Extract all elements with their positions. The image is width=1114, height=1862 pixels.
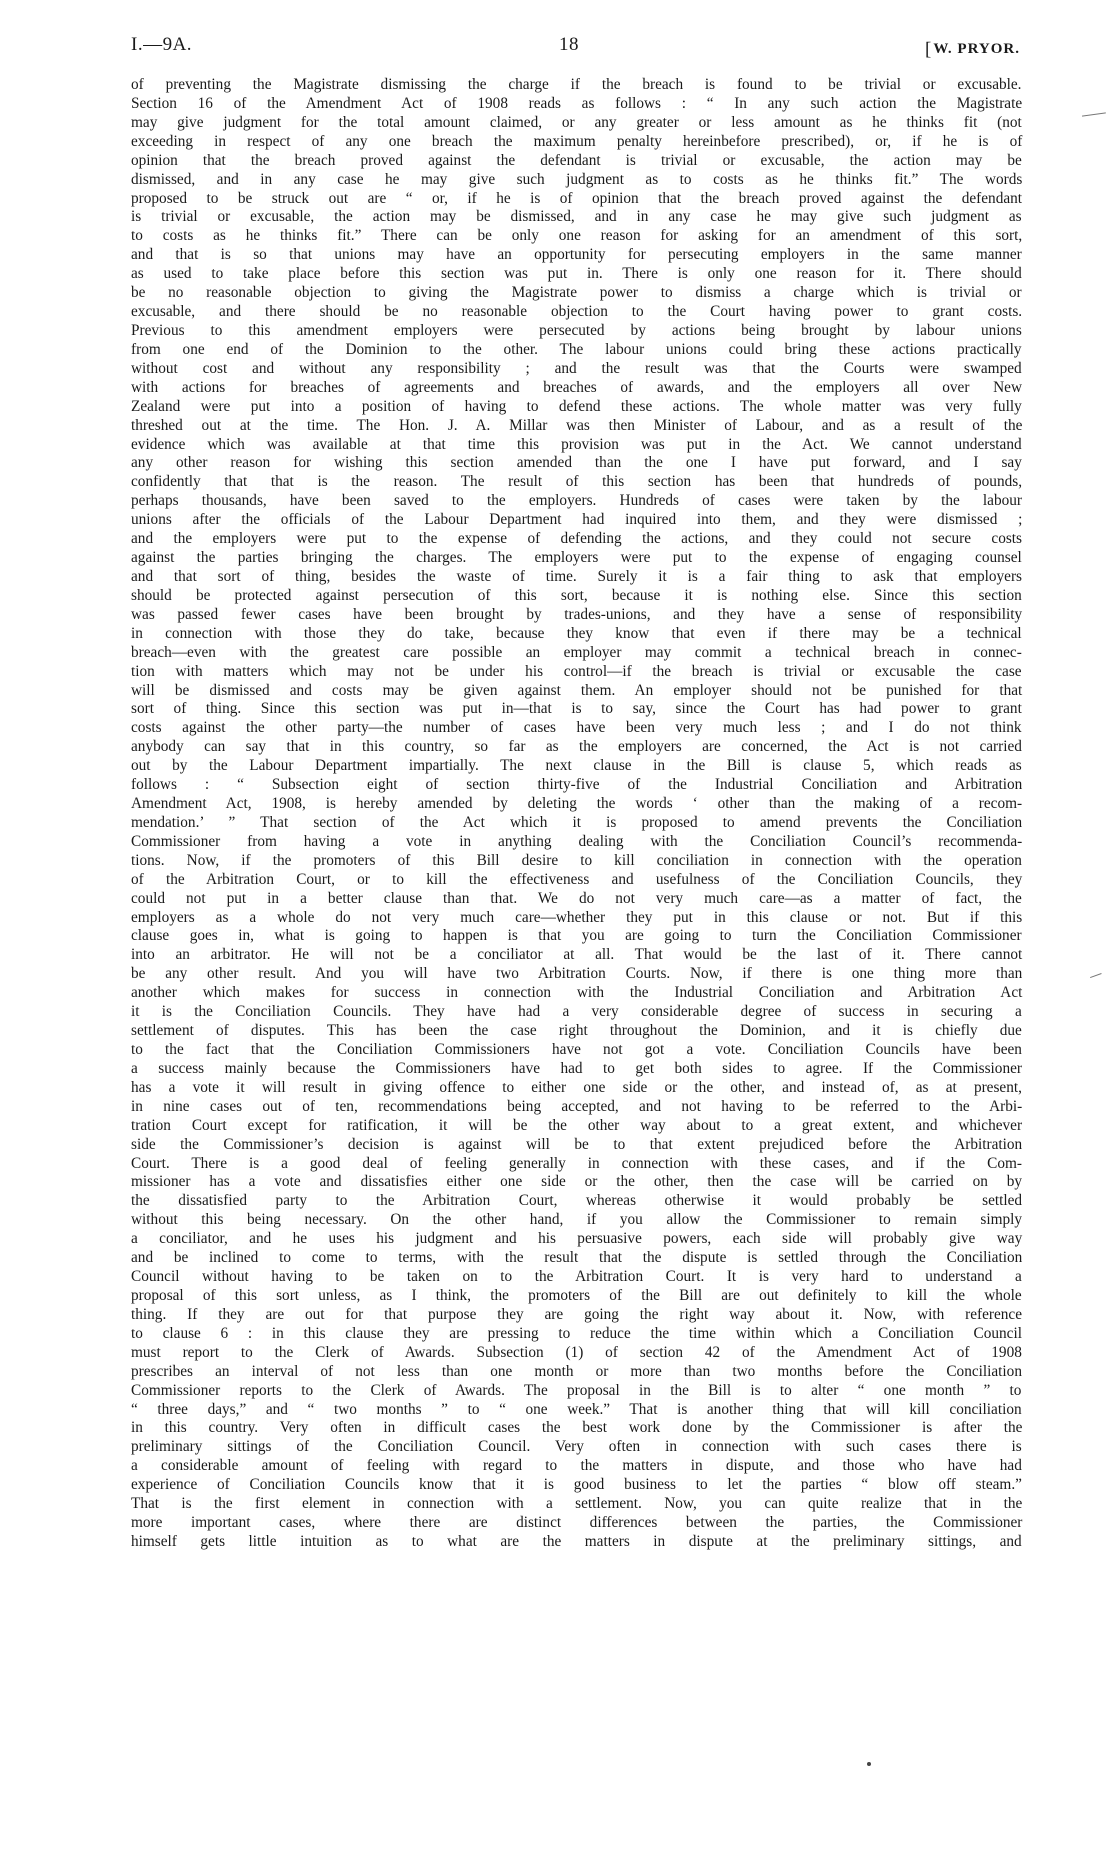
speaker-name-text: W. PRYOR.	[933, 41, 1020, 57]
text-line: exceeding in respect of any one breach the maximum penalty hereinbefore prescribed), or, if he is of	[131, 132, 1023, 150]
text-line: costs against the other party—the number of cases have been very much less ; and I do not think	[131, 719, 1022, 737]
text-line: should be protected against persecution of this sort, because it is nothing else. Since this section	[131, 586, 1022, 604]
text-line: a conciliator, and he uses his judgment and his persuasive powers, each side will probably give way	[131, 1230, 1023, 1248]
page-number: 18	[559, 34, 579, 55]
text-line: without this being necessary. On the other hand, if you allow the Commissioner to remain simply	[131, 1211, 1023, 1229]
text-line: any other reason for wishing this section amended than the one I have put forward, and I say	[131, 454, 1022, 472]
text-line: That is the first element in connection with a settlement. Now, you can quite realize that in the	[131, 1495, 1023, 1513]
text-line: Zealand were put into a position of having to defend these actions. The whole matter was very fully	[131, 397, 1022, 415]
text-line: prescribes an interval of not less than one month or more than two months before the Conciliation	[131, 1362, 1022, 1380]
text-line: Commissioner from having a vote in anything dealing with the Conciliation Council’s recommenda-	[131, 832, 1023, 850]
text-line: employers as a whole do not very much care—whether they put in this clause or not. But if this	[131, 908, 1023, 926]
text-line: Council without having to be taken on to the Arbitration Court. It is very hard to understand a	[131, 1268, 1022, 1286]
text-line: thing. If they are out for that purpose they are going the right way about it. Now, with reference	[131, 1305, 1023, 1323]
text-line: missioner has a vote and dissatisfies either one side or the other, then the case will be carried on by	[131, 1173, 1023, 1191]
text-line: Section 16 of the Amendment Act of 1908 reads as follows : “ In any such action the Magistrate	[131, 94, 1023, 112]
text-line: as used to take place before this section was put in. There is only one reason for it. There should	[131, 265, 1022, 283]
text-line: settlement of disputes. This has been the case right throughout the Dominion, and it is chiefly due	[131, 1022, 1022, 1040]
text-line: clause goes in, what is going to happen is that you are going to turn the Conciliation Commissioner	[131, 927, 1022, 945]
text-line: proposal of this sort unless, as I think, the promoters of the Bill are out definitely to kill the whole	[131, 1287, 1022, 1304]
text-line: to the fact that the Conciliation Commissioners have not got a vote. Conciliation Councils have been	[131, 1041, 1022, 1059]
speaker-bracket: [	[924, 39, 933, 60]
text-line: more important cases, where there are distinct differences between the parties, the Commissioner	[131, 1514, 1023, 1532]
text-line: in nine cases out of ten, recommendations being accepted, and not having to be referred to the Arbi-	[131, 1097, 1023, 1115]
text-line: of preventing the Magistrate dismissing the charge if the breach is found to be trivial or excusable.	[131, 76, 1022, 93]
text-line: a considerable amount of feeling with regard to the matters in dispute, and those who have had	[131, 1457, 1022, 1475]
text-line: of the Arbitration Court, or to kill the effectiveness and usefulness of the Conciliation Councils, they	[131, 870, 1023, 888]
text-line: and that sort of thing, besides the waste of time. Surely it is a fair thing to ask that employers	[131, 567, 1022, 585]
text-line: tration Court except for ratification, it will be the other way about to a great extent, and whichever	[131, 1116, 1023, 1134]
text-line: experience of Conciliation Councils know that it is good business to let the parties “ blow off steam.”	[131, 1476, 1022, 1494]
speaker-name	[925, 34, 1020, 59]
text-line: from one end of the Dominion to the other. The labour unions could bring these actions practically	[131, 340, 1022, 358]
text-line: sort of thing. Since this section was put in—that is to say, since the Court has had power to grant	[131, 700, 1022, 718]
text-line: out by the Labour Department impartially. The next clause in the Bill is clause 5, which reads as	[131, 757, 1022, 775]
text-line: tions. Now, if the promoters of this Bill desire to kill conciliation in connection with the operation	[131, 851, 1022, 869]
text-line: will be dismissed and costs may be given against them. An employer should not be punished for that	[131, 681, 1023, 699]
document-reference: I.—9A.	[131, 34, 193, 55]
text-line: in this country. Very often in difficult cases the best work done by the Commissioner is after the	[131, 1419, 1023, 1437]
text-line: confidently that that is the reason. The result of this section has been that hundreds of pounds,	[131, 473, 1023, 491]
text-line: with actions for breaches of agreements and breaches of awards, and the employers all over New	[131, 378, 1022, 396]
text-line: and the employers were put to the expense of defending the actions, and they could not secure costs	[131, 530, 1022, 548]
text-line: Commissioner reports to the Clerk of Awards. The proposal in the Bill is to alter “ one month ” to	[131, 1381, 1022, 1399]
text-line: tion with matters which may not be under his control—if the breach is trivial or excusable the case	[131, 662, 1022, 680]
text-line: to costs as he thinks fit.” There can be only one reason for asking for an amendment of this sort,	[131, 227, 1023, 245]
body-text	[131, 76, 1022, 1552]
text-line: into an arbitrator. He will not be a conciliator at all. That would be the last of it. There cannot	[131, 946, 1023, 964]
page-header	[131, 34, 1020, 64]
text-line: Amendment Act, 1908, is hereby amended by deleting the words ‘ other than the making of a recom-	[131, 795, 1023, 813]
text-line: and be inclined to come to terms, with the result that the dispute is settled through the Conciliation	[131, 1249, 1023, 1267]
text-line: is trivial or excusable, the action may be dismissed, and in any case he may give such judgment as	[131, 208, 1022, 226]
text-line: dismissed, and in any case he may give such judgment as to costs as he thinks fit.” The words	[131, 170, 1023, 188]
text-line: the dissatisfied party to the Arbitration Court, whereas otherwise it would probably be settled	[131, 1192, 1023, 1210]
margin-mark	[1090, 973, 1102, 979]
text-line: must report to the Clerk of Awards. Subsection (1) of section 42 of the Amendment Act of 1908	[131, 1343, 1022, 1361]
text-line: evidence which was available at that time this provision was put in the Act. We cannot understand	[131, 435, 1022, 453]
text-line: preliminary sittings of the Conciliation Council. Very often in connection with such cases there is	[131, 1438, 1022, 1456]
text-line: be no reasonable objection to giving the Magistrate power to dismiss a charge which is trivial or	[131, 284, 1022, 302]
text-line: side the Commissioner’s decision is against will be to that extent prejudiced before the Arbitration	[131, 1135, 1023, 1153]
text-line: to clause 6 : in this clause they are pressing to reduce the time within which a Conciliation Council	[131, 1324, 1022, 1342]
text-line: unions after the officials of the Labour Department had inquired into them, and they were dismissed ;	[131, 511, 1023, 529]
text-line: mendation.’ ” That section of the Act which it is proposed to amend prevents the Conciliation	[131, 813, 1023, 831]
text-line: it is the Conciliation Councils. They have had a very considerable degree of success in securing a	[131, 1003, 1022, 1021]
text-line: opinion that the breach proved against the defendant is trivial or excusable, the action may be	[131, 151, 1022, 169]
text-line: was passed fewer cases have been brought by trades-unions, and they have a sense of responsibility	[131, 605, 1023, 623]
text-line: be any other result. And you will have two Arbitration Courts. Now, if there is one thing more than	[131, 965, 1023, 983]
text-line: another which makes for success in connection with the Industrial Conciliation and Arbitration Act	[131, 984, 1023, 1002]
ink-dot	[867, 1762, 871, 1766]
text-line: against the parties bringing the charges. The employers were put to the expense of engaging counsel	[131, 549, 1022, 567]
text-line: breach—even with the greatest care possible an employer may commit a technical breach in connec-	[131, 643, 1022, 661]
text-line: may give judgment for the total amount claimed, or any greater or less amount as he thinks fit (not	[131, 113, 1022, 131]
text-line: excusable, and there should be no reasonable objection to the Court having power to grant costs.	[131, 303, 1023, 321]
text-line: a success mainly because the Commissioners have had to get both sides to agree. If the Commissioner	[131, 1059, 1022, 1077]
text-line: follows : “ Subsection eight of section thirty-five of the Industrial Conciliation and Arbitration	[131, 776, 1023, 794]
text-line: and that is so that unions may have an opportunity for persecuting employers in the same manner	[131, 246, 1022, 264]
text-line: Previous to this amendment employers were persecuted by actions being brought by labour unions	[131, 321, 1022, 339]
text-line: in connection with those they do take, because they know that even if there may be a technical	[131, 624, 1022, 642]
text-line: Court. There is a good deal of feeling generally in connection with these cases, and if the Com-	[131, 1154, 1022, 1172]
text-line: himself gets little intuition as to what are the matters in dispute at the preliminary sittings, and	[131, 1532, 1022, 1550]
margin-mark	[1082, 112, 1106, 117]
text-line: could not put in a better clause than that. We do not very much care—as a matter of fact, the	[131, 889, 1022, 907]
text-line: “ three days,” and “ two months ” to “ one week.” That is another thing that will kill conciliation	[131, 1400, 1022, 1418]
text-line: threshed out at the time. The Hon. J. A. Millar was then Minister of Labour, and as a result of the	[131, 416, 1023, 434]
text-line: has a vote it will result in giving offence to either one side or the other, and instead of, as at present,	[131, 1078, 1022, 1096]
text-line: anybody can say that in this country, so far as the employers are concerned, the Act is not carried	[131, 738, 1022, 756]
text-line: proposed to be struck out are “ or, if he is of opinion that the breach proved against the defendant	[131, 189, 1023, 207]
text-line: without cost and without any responsibility ; and the result was that the Courts were swamped	[131, 359, 1022, 377]
text-line: perhaps thousands, have been saved to the employers. Hundreds of cases were taken by the labour	[131, 492, 1023, 510]
